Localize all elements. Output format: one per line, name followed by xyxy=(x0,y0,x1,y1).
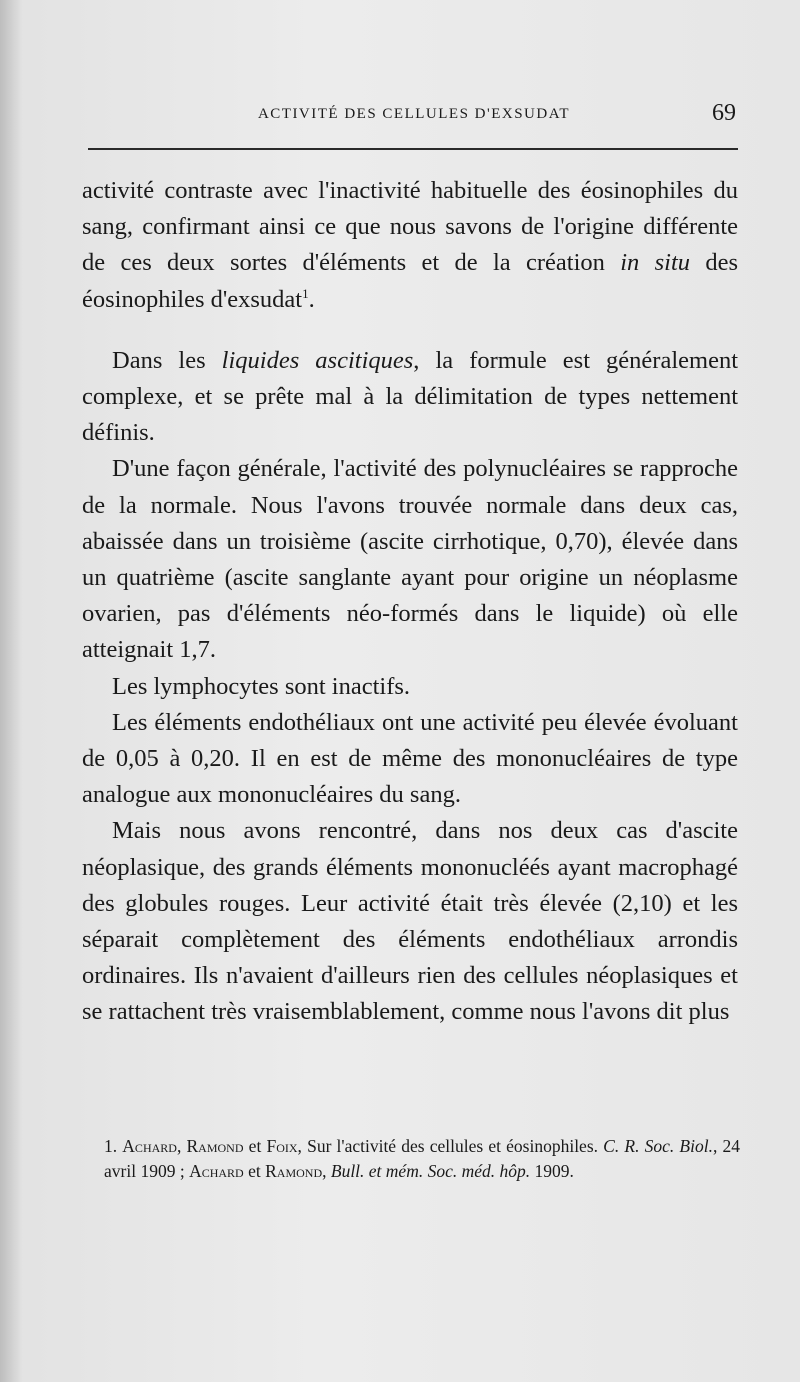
paragraph-2 xyxy=(82,343,738,452)
paragraph-1-text-a: activité contraste avec l'inactivité habituelle des éosinophiles du sang, confirmant ainsi ce que nous savons de l'origine différente de ces deux sortes d'éléments et de la création xyxy=(82,177,738,277)
paragraph-4: Les lymphocytes sont inactifs. xyxy=(112,672,411,700)
paragraph-3: D'une façon générale, l'activité des polynucléaires se rapproche de la normale. Nous l'avons trouvée normale dans deux cas, abaissée dans un troisième (ascite cirrhotique, 0,70), élevée dans un quatrième (ascite sanglante ayant pour origine un néoplasme ovarien, pas d'éléments néo-formés dans le liquide) où elle atteignait 1,7. xyxy=(82,455,738,664)
footnotes xyxy=(104,1134,740,1183)
page-header xyxy=(88,100,740,136)
paragraph-5: Les éléments endothéliaux ont une activité peu élevée évoluant de 0,05 à 0,20. Il en est de même des mononucléaires de type analogue aux mononucléaires du sang. xyxy=(82,708,738,809)
footnote-text: et xyxy=(243,1136,267,1156)
footnote-author: Foix xyxy=(266,1136,298,1156)
footnote-author: Achard xyxy=(189,1160,244,1181)
footnote-text: , xyxy=(176,1136,187,1156)
footnote-text: 1909. xyxy=(530,1160,574,1181)
footnote-number: 1. xyxy=(104,1136,118,1156)
page-number: 69 xyxy=(712,100,736,126)
paragraph-1-text-b: des éosinophiles d'exsudat xyxy=(82,249,738,313)
footnote-author: Ramond xyxy=(265,1160,323,1181)
paragraph-2-text-a: Dans les xyxy=(112,346,222,374)
paragraph-6: Mais nous avons rencontré, dans nos deux cas d'ascite néoplasique, des grands éléments mononucléés ayant macrophagé des globules rouges. Leur activité était très élevée (2,10) et les séparait complètement des éléments endothéliaux arrondis ordinaires. Ils n'avaient d'ailleurs rien des cellules néoplasiques et se rattachent très vraisemblablement, comme nous l'avons dit plus xyxy=(82,817,738,1026)
footnote-text: , xyxy=(322,1160,331,1181)
paragraph-2-text-b: , la formule est généralement complexe, et se prête mal à la délimitation de types nettement définis. xyxy=(82,346,739,447)
footnote-text: , Sur l'activité des cellules et éosinophiles. xyxy=(297,1136,604,1156)
paragraph-1 xyxy=(82,173,738,318)
paragraph-1-italic: in situ xyxy=(620,249,690,277)
paragraph-2-italic: liquides ascitiques xyxy=(221,346,414,374)
footnote-reference: 1 xyxy=(302,285,309,301)
footnote-text: et xyxy=(243,1160,266,1181)
footnote-text: , 24 avril 1909 ; xyxy=(104,1136,741,1181)
footnote-journal: C. R. Soc. Biol. xyxy=(603,1136,713,1156)
header-rule xyxy=(88,148,738,150)
footnote-journal: Bull. et mém. Soc. méd. hôp. xyxy=(330,1160,531,1181)
page-gutter-shadow xyxy=(0,0,22,1382)
running-title: ACTIVITÉ DES CELLULES D'EXSUDAT xyxy=(257,106,571,122)
footnote-author: Achard xyxy=(122,1136,177,1156)
footnote-author: Ramond xyxy=(186,1136,244,1156)
footnote-1 xyxy=(104,1134,740,1183)
body-text xyxy=(82,173,738,1031)
paragraph-1-text-c: . xyxy=(308,285,315,313)
